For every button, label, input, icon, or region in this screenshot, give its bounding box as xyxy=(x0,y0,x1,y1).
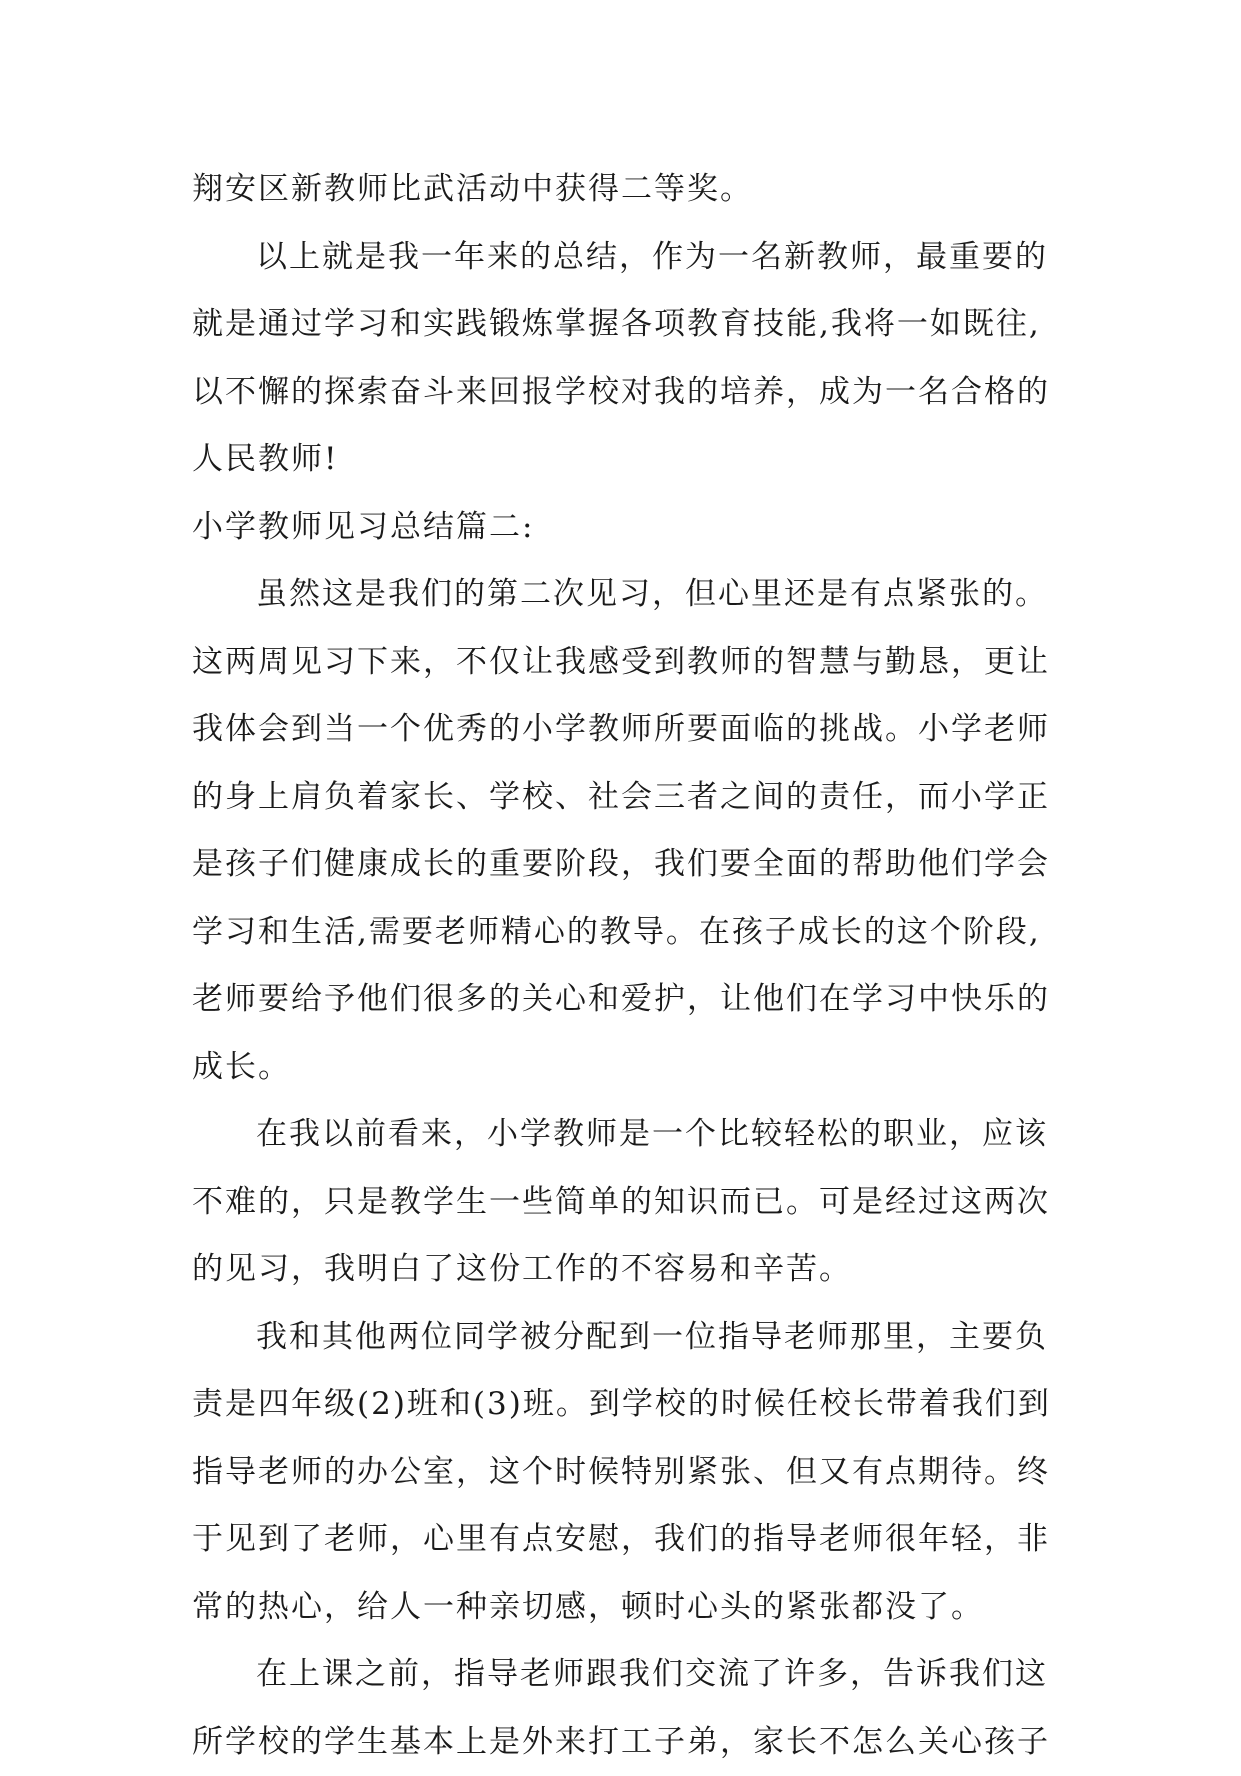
text-line: 人民教师! xyxy=(192,426,1092,494)
text-line: 不难的，只是教学生一些简单的知识而已。可是经过这两次 xyxy=(192,1169,1092,1237)
text-line: 以不懈的探索奋斗来回报学校对我的培养，成为一名合格的 xyxy=(192,359,1092,427)
text-line: 所学校的学生基本上是外来打工子弟，家长不怎么关心孩子 xyxy=(192,1709,1092,1776)
text-line: 是孩子们健康成长的重要阶段，我们要全面的帮助他们学会 xyxy=(192,831,1092,899)
text-line: 于见到了老师，心里有点安慰，我们的指导老师很年轻，非 xyxy=(192,1506,1092,1574)
text-line: 常的热心，给人一种亲切感，顿时心头的紧张都没了。 xyxy=(192,1574,1092,1642)
text-line: 成长。 xyxy=(192,1034,1092,1102)
text-line: 的身上肩负着家长、学校、社会三者之间的责任，而小学正 xyxy=(192,764,1092,832)
text-line: 在我以前看来，小学教师是一个比较轻松的职业，应该 xyxy=(192,1101,1092,1169)
text-line: 翔安区新教师比武活动中获得二等奖。 xyxy=(192,156,1092,224)
text-line: 责是四年级(2)班和(3)班。到学校的时候任校长带着我们到 xyxy=(192,1371,1092,1439)
text-line: 指导老师的办公室，这个时候特别紧张、但又有点期待。终 xyxy=(192,1439,1092,1507)
text-line: 以上就是我一年来的总结，作为一名新教师，最重要的 xyxy=(192,224,1092,292)
section-heading: 小学教师见习总结篇二: xyxy=(192,494,1092,562)
text-line: 我和其他两位同学被分配到一位指导老师那里，主要负 xyxy=(192,1304,1092,1372)
text-line: 我体会到当一个优秀的小学教师所要面临的挑战。小学老师 xyxy=(192,696,1092,764)
text-line: 虽然这是我们的第二次见习，但心里还是有点紧张的。 xyxy=(192,561,1092,629)
text-line: 在上课之前，指导老师跟我们交流了许多，告诉我们这 xyxy=(192,1641,1092,1709)
text-line: 老师要给予他们很多的关心和爱护，让他们在学习中快乐的 xyxy=(192,966,1092,1034)
text-line: 学习和生活,需要老师精心的教导。在孩子成长的这个阶段, xyxy=(192,899,1092,967)
document-body xyxy=(192,156,1092,1776)
text-line: 这两周见习下来，不仅让我感受到教师的智慧与勤恳，更让 xyxy=(192,629,1092,697)
text-line: 的见习，我明白了这份工作的不容易和辛苦。 xyxy=(192,1236,1092,1304)
text-line: 就是通过学习和实践锻炼掌握各项教育技能,我将一如既往, xyxy=(192,291,1092,359)
